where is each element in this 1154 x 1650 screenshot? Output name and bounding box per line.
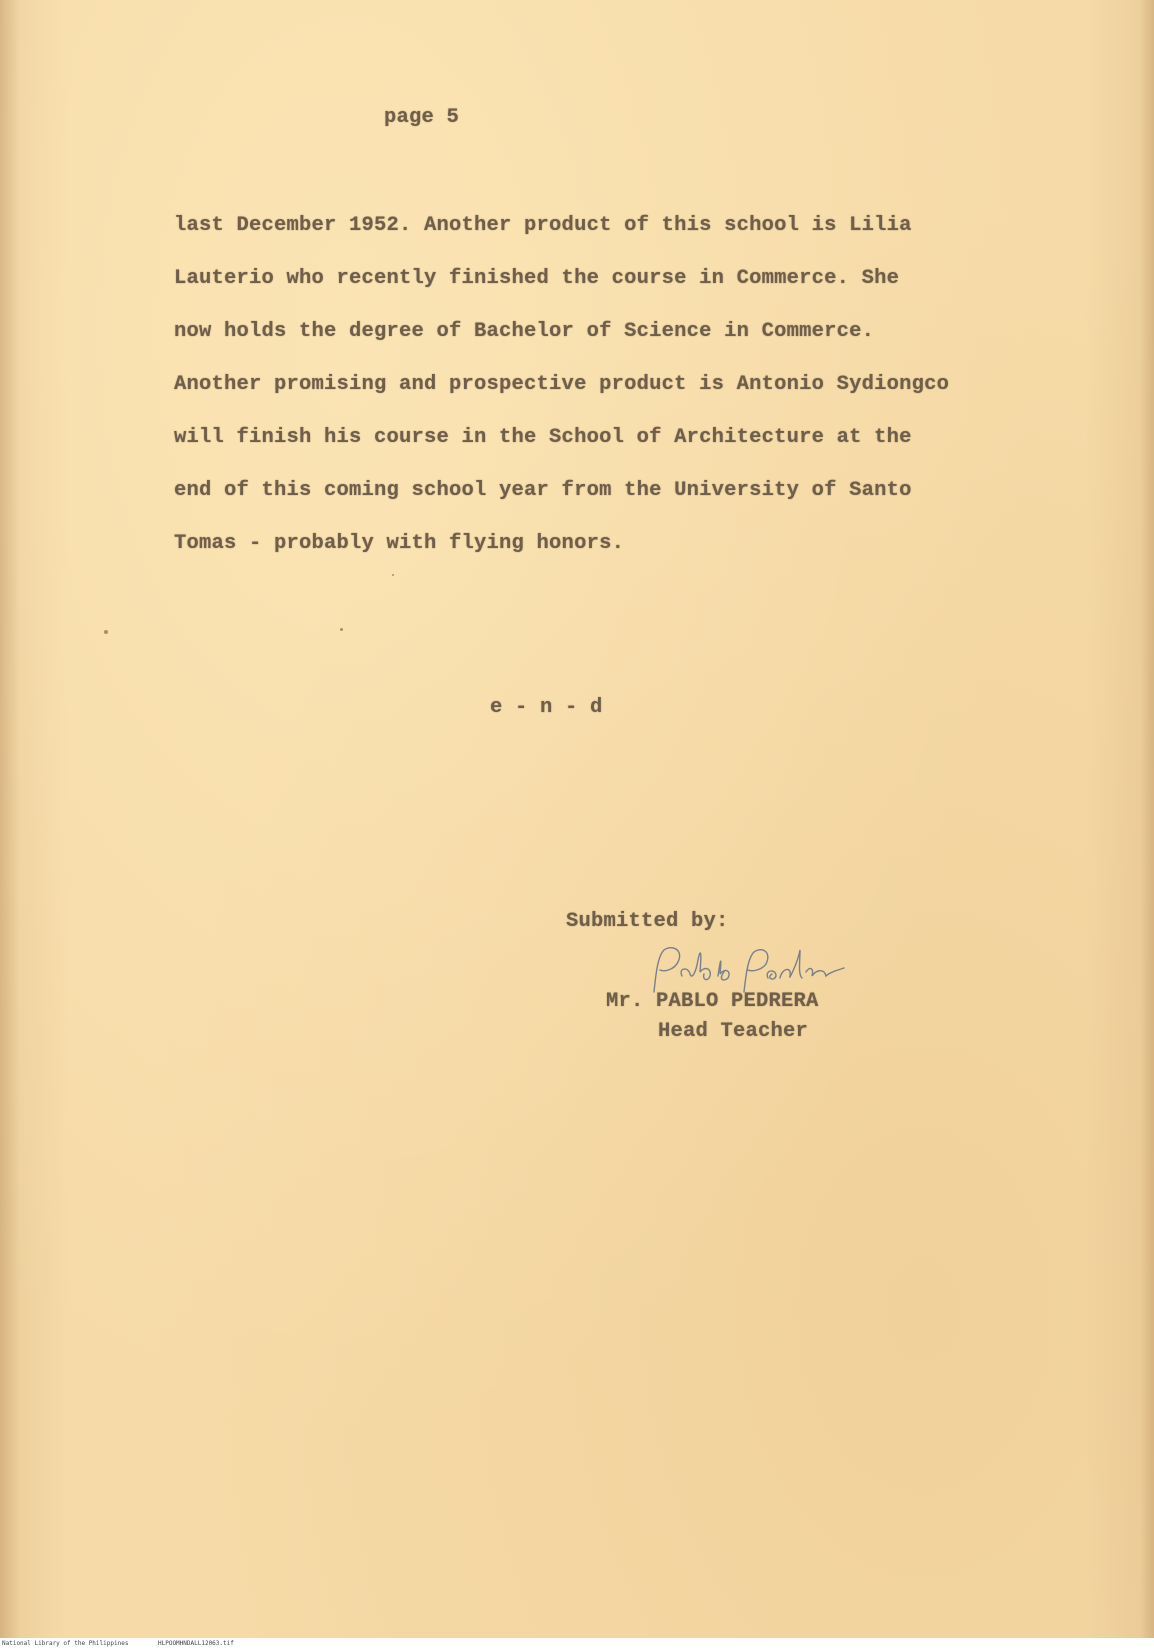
scan-footer (0, 1638, 1154, 1650)
paragraph-line-2: Lauterio who recently finished the course in Commerce. She (174, 267, 900, 290)
handwritten-signature (648, 942, 848, 1006)
paragraph-line-5: will finish his course in the School of Architecture at the (174, 426, 912, 449)
paper-speck (104, 630, 108, 634)
signer-title: Head Teacher (658, 1020, 809, 1043)
signer-name: Mr. PABLO PEDRERA (606, 990, 819, 1013)
paper-right-edge-shadow (1140, 0, 1154, 1638)
page-number: page 5 (384, 106, 460, 129)
footer-filename: HLPOOMHNDALL12063.tif (158, 1640, 234, 1647)
footer-source: National Library of the Philippines (2, 1640, 129, 1647)
submitted-by-label: Submitted by: (566, 910, 729, 933)
paragraph-line-7: Tomas - probably with flying honors. (174, 532, 625, 555)
end-mark: e - n - d (490, 696, 603, 719)
paragraph-line-3: now holds the degree of Bachelor of Science in Commerce. (174, 320, 875, 343)
paper-speck (340, 628, 343, 631)
body-paragraph (174, 214, 949, 585)
paragraph-line-6: end of this coming school year from the University of Santo (174, 479, 912, 502)
paper-left-edge-shadow (0, 0, 20, 1638)
paragraph-line-4: Another promising and prospective product is Antonio Sydiongco (174, 373, 950, 396)
paragraph-line-1: last December 1952. Another product of this school is Lilia (174, 214, 912, 237)
